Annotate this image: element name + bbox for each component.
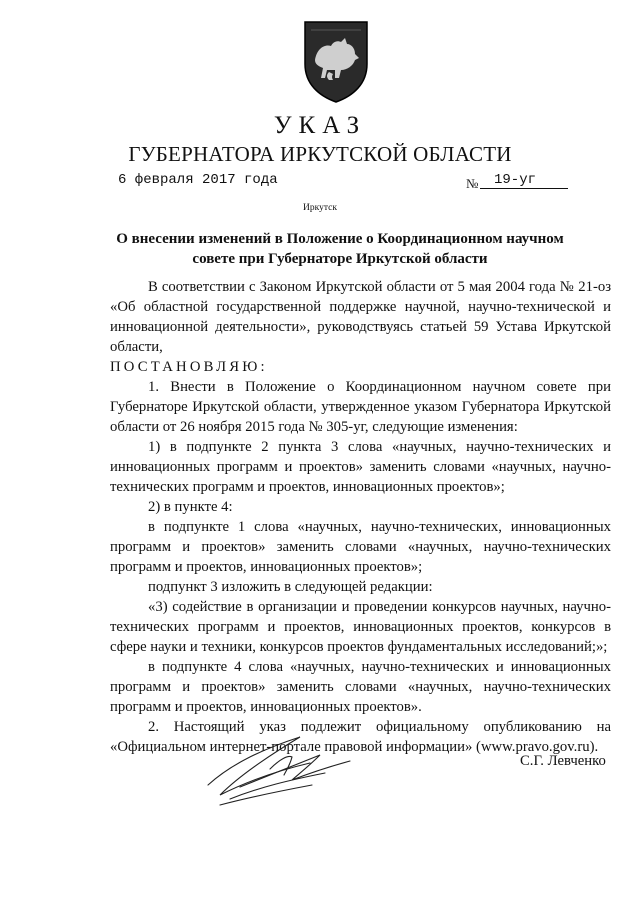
document-subtitle: ГУБЕРНАТОРА ИРКУТСКОЙ ОБЛАСТИ — [128, 142, 512, 166]
number-label: № — [466, 176, 479, 191]
coat-of-arms-icon — [301, 18, 371, 104]
subject-line-2: совете при Губернаторе Иркутской области — [192, 251, 488, 267]
signature-icon — [200, 725, 360, 815]
paragraph-1-2-b: подпункт 3 изложить в следующей редакции: — [148, 579, 433, 595]
paragraph-2: 2. Настоящий указ подлежит официальному опубликованию на «Официальном интернет-портале правовой информации» (www.pravo.gov.ru). — [110, 719, 611, 755]
city-label: Иркутск — [303, 203, 337, 213]
paragraph-1-2-c: в подпункте 4 слова «научных, научно-технических и инновационных программ и проектов» заменить словами «научных, научно-технических программ и проектов, инновационных проектов». — [110, 659, 611, 715]
subject-line-1: О внесении изменений в Положение о Координационном научном — [116, 231, 564, 247]
preamble-paragraph: В соответствии с Законом Иркутской области от 5 мая 2004 года № 21-оз «Об областной государственной поддержке научной, научно-технической и инновационной деятельности», руководствуясь статьей 59 Устава Иркутской области, — [110, 279, 611, 355]
document-title: УКАЗ — [273, 112, 367, 139]
resolve-heading: ПОСТАНОВЛЯЮ: — [110, 359, 268, 375]
document-date: 6 февраля 2017 года — [118, 172, 278, 188]
paragraph-1-2-a: в подпункте 1 слова «научных, научно-технических, инновационных программ и проектов» заменить словами «научных, научно-технических программ и проектов, инновационных проектов»; — [110, 519, 611, 575]
paragraph-1-2: 2) в пункте 4: — [148, 499, 233, 515]
document-body — [110, 277, 611, 757]
paragraph-1-1: 1) в подпункте 2 пункта 3 слова «научных, научно-технических и инновационных программ и проектов» заменить словами «научных, научно-технических программ и проектов, инновационных проектов»; — [110, 439, 611, 495]
paragraph-1: 1. Внести в Положение о Координационном научном совете при Губернаторе Иркутской области, утвержденное указом Губернатора Иркутской области от 26 ноября 2015 года № 305-уг, следующие изменения: — [110, 379, 611, 435]
paragraph-1-2-b-text: «3) содействие в организации и проведении конкурсов научных, научно-технических программ и проектов, инновационных проектов, конкурсов в сфере науки и техники, конкурсов проектов фундаментальных исследований;»; — [110, 599, 611, 655]
document-subject — [100, 229, 580, 269]
document-number: 19-уг — [480, 172, 568, 189]
signer-name: С.Г. Левченко — [520, 753, 606, 769]
